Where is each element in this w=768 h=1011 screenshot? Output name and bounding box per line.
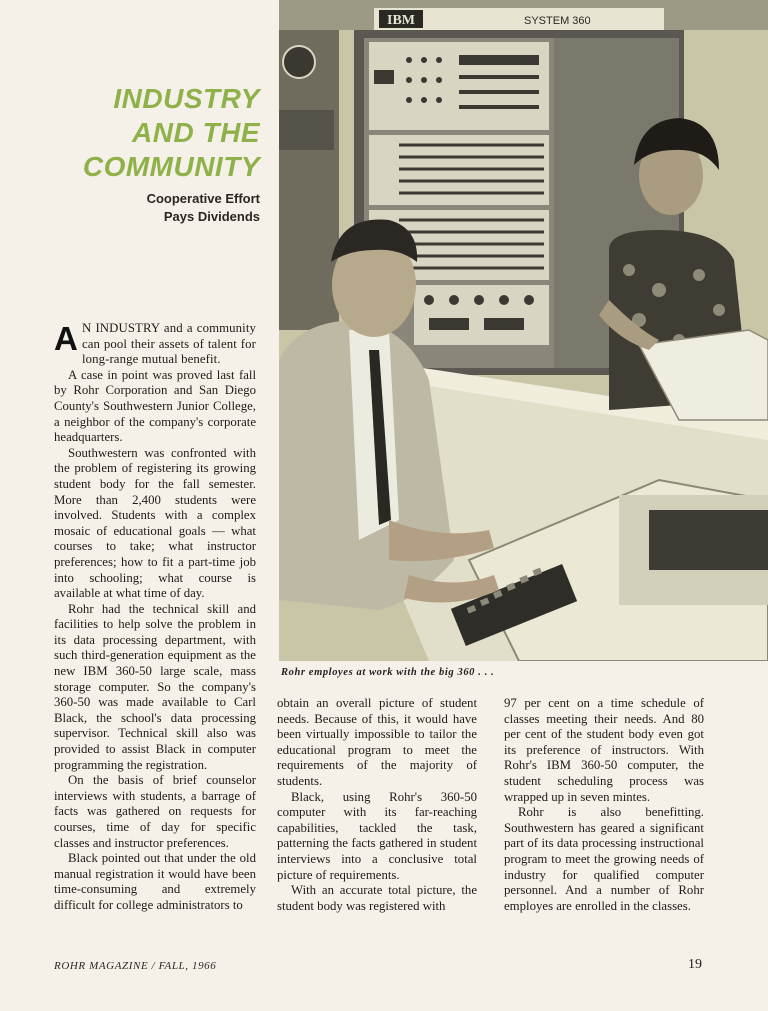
article-column-1	[54, 321, 256, 914]
paragraph: Southwestern was confronted with the problem of registering its growing student body for the fall semester. More than 2,400 students were involved. Students with a complex mosaic of educational goals — what courses to take; what instructor preferences; how to fit a part-time job into schooling; what course is available at what time of day.	[54, 445, 256, 601]
article-column-2	[277, 696, 477, 914]
paragraph: Black, using Rohr's 360-50 computer with its far-reaching capabilities, tackled the task, patterning the facts gathered in student interviews into a conclusive total picture of requirements.	[277, 789, 477, 882]
article-column-3	[504, 696, 704, 914]
paragraph: On the basis of brief counselor interviews with students, a barrage of facts was gathered on requests for courses, time of day for specific classes and instructor preferences.	[54, 773, 256, 850]
title-line: AND THE	[132, 117, 260, 148]
paragraph: A case in point was proved last fall by Rohr Corporation and San Diego County's Southwestern Junior College, a neighbor of the company's corporate headquarters.	[54, 367, 256, 445]
paragraph: Rohr is also benefitting. Southwestern has geared a significant part of its data processing instructional program to meet the growing needs of industry for qualified computer personnel. And a number of Rohr employes are enrolled in the classes.	[504, 805, 704, 913]
subtitle-line: Pays Dividends	[163, 209, 260, 224]
paragraph: 97 per cent on a time schedule of classes meeting their needs. And 80 per cent of the student body even got its preference of instructors. With Rohr's IBM 360-50 computer, the student scheduling process was wrapped up in seven mintes.	[504, 696, 704, 804]
ibm-logo-text: IBM	[387, 13, 415, 28]
lead-paragraph	[54, 321, 256, 368]
paragraph: obtain an overall picture of student needs. Because of this, it would have been virtually impossible to tailor the educational program to meet the requirements of the majority of students.	[277, 696, 477, 788]
lead-text: N INDUSTRY and a community can pool their assets of talent for long-range mutual benefit.	[81, 321, 256, 367]
article-subtitle	[40, 190, 260, 226]
subtitle-line: Cooperative Effort	[146, 191, 260, 206]
title-line: INDUSTRY	[113, 83, 260, 114]
publication-footer: ROHR MAGAZINE / FALL, 1966	[54, 960, 217, 972]
page-number: 19	[688, 957, 702, 972]
paragraph: Black pointed out that under the old manual registration it would have been time-consuming and extremely difficult for college administrators to	[54, 851, 256, 912]
drop-cap: A	[54, 320, 78, 357]
article-title	[20, 82, 260, 184]
paragraph: Rohr had the technical skill and facilities to help solve the problem in its data processing department, with such third-generation equipment as the new IBM 360-50 large scale, mass storage computer. So the company's 360-50 was made available to Carl Black, the school's data processing supervisor. Technical skill also was provided to assist Black in computer programming the registration.	[54, 601, 256, 772]
title-line: COMMUNITY	[82, 151, 260, 182]
computer-room-photo	[279, 0, 768, 661]
photo-caption: Rohr employes at work with the big 360 . . .	[281, 667, 495, 678]
paragraph: With an accurate total picture, the student body was registered with	[277, 883, 477, 913]
system-360-text: SYSTEM 360	[524, 15, 591, 27]
